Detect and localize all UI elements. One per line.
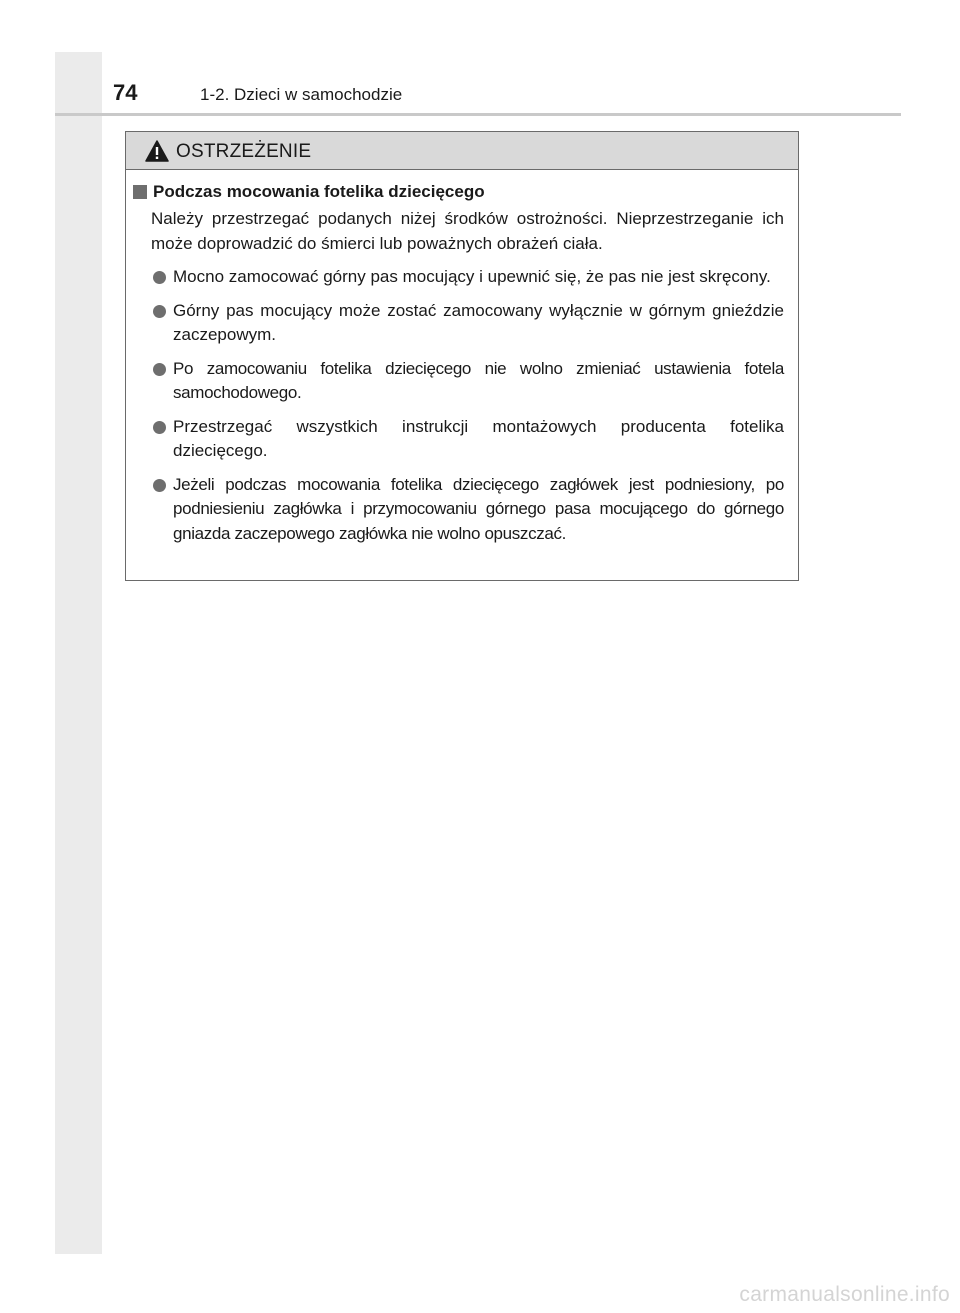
bullet-text: Mocno zamocować górny pas mocujący i upewnić się, że pas nie jest skręcony.	[173, 267, 771, 286]
header-divider	[55, 113, 901, 116]
page-number: 74	[113, 80, 138, 105]
side-margin-strip	[55, 52, 102, 1254]
warning-subheading-text: Podczas mocowania fotelika dziecięcego	[153, 182, 485, 201]
bullet-text: Górny pas mocujący może zostać zamocowany wyłącznie w górnym gnieździe zaczepowym.	[173, 300, 784, 344]
circle-bullet-icon	[153, 421, 166, 434]
warning-intro: Należy przestrzegać podanych niżej środków ostrożności. Nieprzestrzeganie ich może doprowadzić do śmierci lub poważnych obrażeń ciała.	[151, 209, 784, 253]
circle-bullet-icon	[153, 271, 166, 284]
warning-triangle-icon	[145, 140, 169, 162]
circle-bullet-icon	[153, 363, 166, 376]
circle-bullet-icon	[153, 479, 166, 492]
warning-content	[126, 180, 798, 546]
bullet-text: Przestrzegać wszystkich instrukcji montażowych producenta fotelika dziecięcego.	[173, 416, 784, 460]
bullet-text: Po zamocowaniu fotelika dziecięcego nie wolno zmieniać ustawienia fotela samochodowego.	[173, 358, 784, 402]
section-title: 1-2. Dzieci w samochodzie	[200, 85, 403, 104]
warning-bullet-list	[126, 265, 798, 546]
warning-box	[125, 131, 799, 581]
bullet-item	[173, 415, 784, 464]
square-bullet-icon	[133, 185, 147, 199]
bullet-item	[173, 473, 784, 547]
warning-header	[126, 132, 798, 170]
circle-bullet-icon	[153, 305, 166, 318]
watermark: carmanualsonline.info	[739, 1283, 950, 1306]
warning-title: OSTRZEŻENIE	[176, 141, 312, 162]
bullet-item	[173, 357, 784, 406]
warning-subheading	[130, 180, 798, 204]
bullet-text: Jeżeli podczas mocowania fotelika dziecięcego zagłówek jest podniesiony, po podniesieniu zagłówka i przymocowaniu górnego pasa mocującego do górnego gniazda zaczepowego zagłówka nie wolno opuszczać.	[173, 474, 784, 543]
bullet-item	[173, 265, 784, 290]
bullet-item	[173, 299, 784, 348]
